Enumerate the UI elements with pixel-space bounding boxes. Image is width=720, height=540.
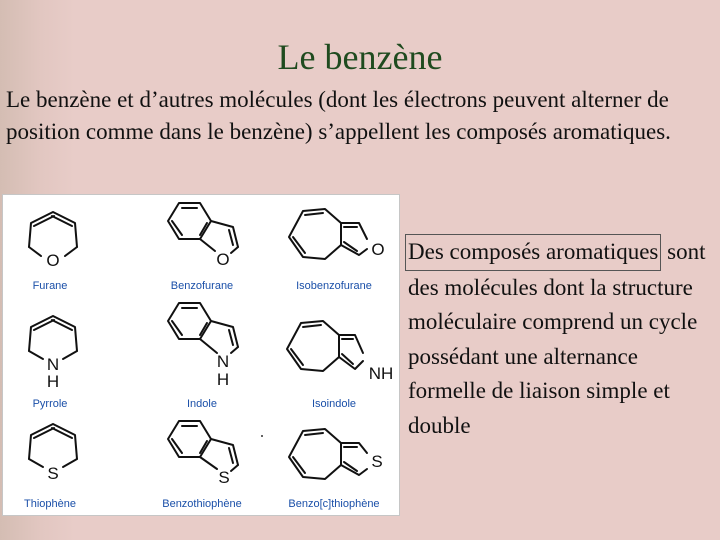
thiophene-atom: S: [47, 464, 59, 483]
benzofurane-atom: O: [216, 250, 230, 269]
isobenzofurane-structure: [289, 209, 385, 259]
aromatic-compounds-figure: [2, 194, 400, 516]
benzofurane-label: Benzofurane: [170, 280, 234, 292]
pyrrole-atom-h: H: [46, 372, 60, 391]
furane-structure: [29, 212, 77, 270]
benzo-c-thiophene-atom: S: [371, 452, 383, 471]
furane-atom: O: [46, 251, 60, 270]
definition-paragraph: [408, 234, 708, 443]
benzofurane-structure: [168, 203, 238, 269]
indole-structure: [168, 303, 238, 389]
stray-dot: [261, 435, 263, 437]
intro-paragraph: Le benzène et d’autres molécules (dont les électrons peuvent alterner de position comme dans le benzène) s’appellent les composés aromatiques.: [6, 87, 671, 144]
isoindole-structure: [287, 321, 393, 383]
benzothiophene-structure: [168, 421, 238, 487]
benzothiophene-atom: S: [218, 468, 230, 487]
benzo-c-thiophene-label: Benzo[c]thiophène: [288, 498, 380, 510]
pyrrole-atom-n: N: [46, 355, 60, 374]
thiophene-structure: [29, 424, 77, 483]
indole-atom-h: H: [216, 370, 230, 389]
furane-label: Furane: [32, 280, 68, 292]
definition-highlight: Des composés aromatiques: [405, 234, 661, 271]
isoindole-label: Isoindole: [311, 398, 357, 410]
isoindole-atom: NH: [368, 364, 394, 383]
isobenzofurane-atom: O: [371, 240, 385, 259]
isobenzofurane-label: Isobenzofurane: [296, 280, 372, 292]
pyrrole-structure: [29, 316, 77, 391]
benzothiophene-label: Benzothiophène: [162, 498, 242, 510]
pyrrole-label: Pyrrole: [32, 398, 68, 410]
indole-label: Indole: [187, 398, 217, 410]
slide-title: Le benzène: [277, 37, 443, 77]
definition-text: sont des molécules dont la structure moléculaire comprend un cycle possédant une alternance formelle de liaison simple et double: [408, 239, 706, 438]
benzo-c-thiophene-structure: [289, 429, 383, 479]
thiophene-label: Thiophène: [24, 498, 76, 510]
indole-atom-n: N: [216, 352, 230, 371]
